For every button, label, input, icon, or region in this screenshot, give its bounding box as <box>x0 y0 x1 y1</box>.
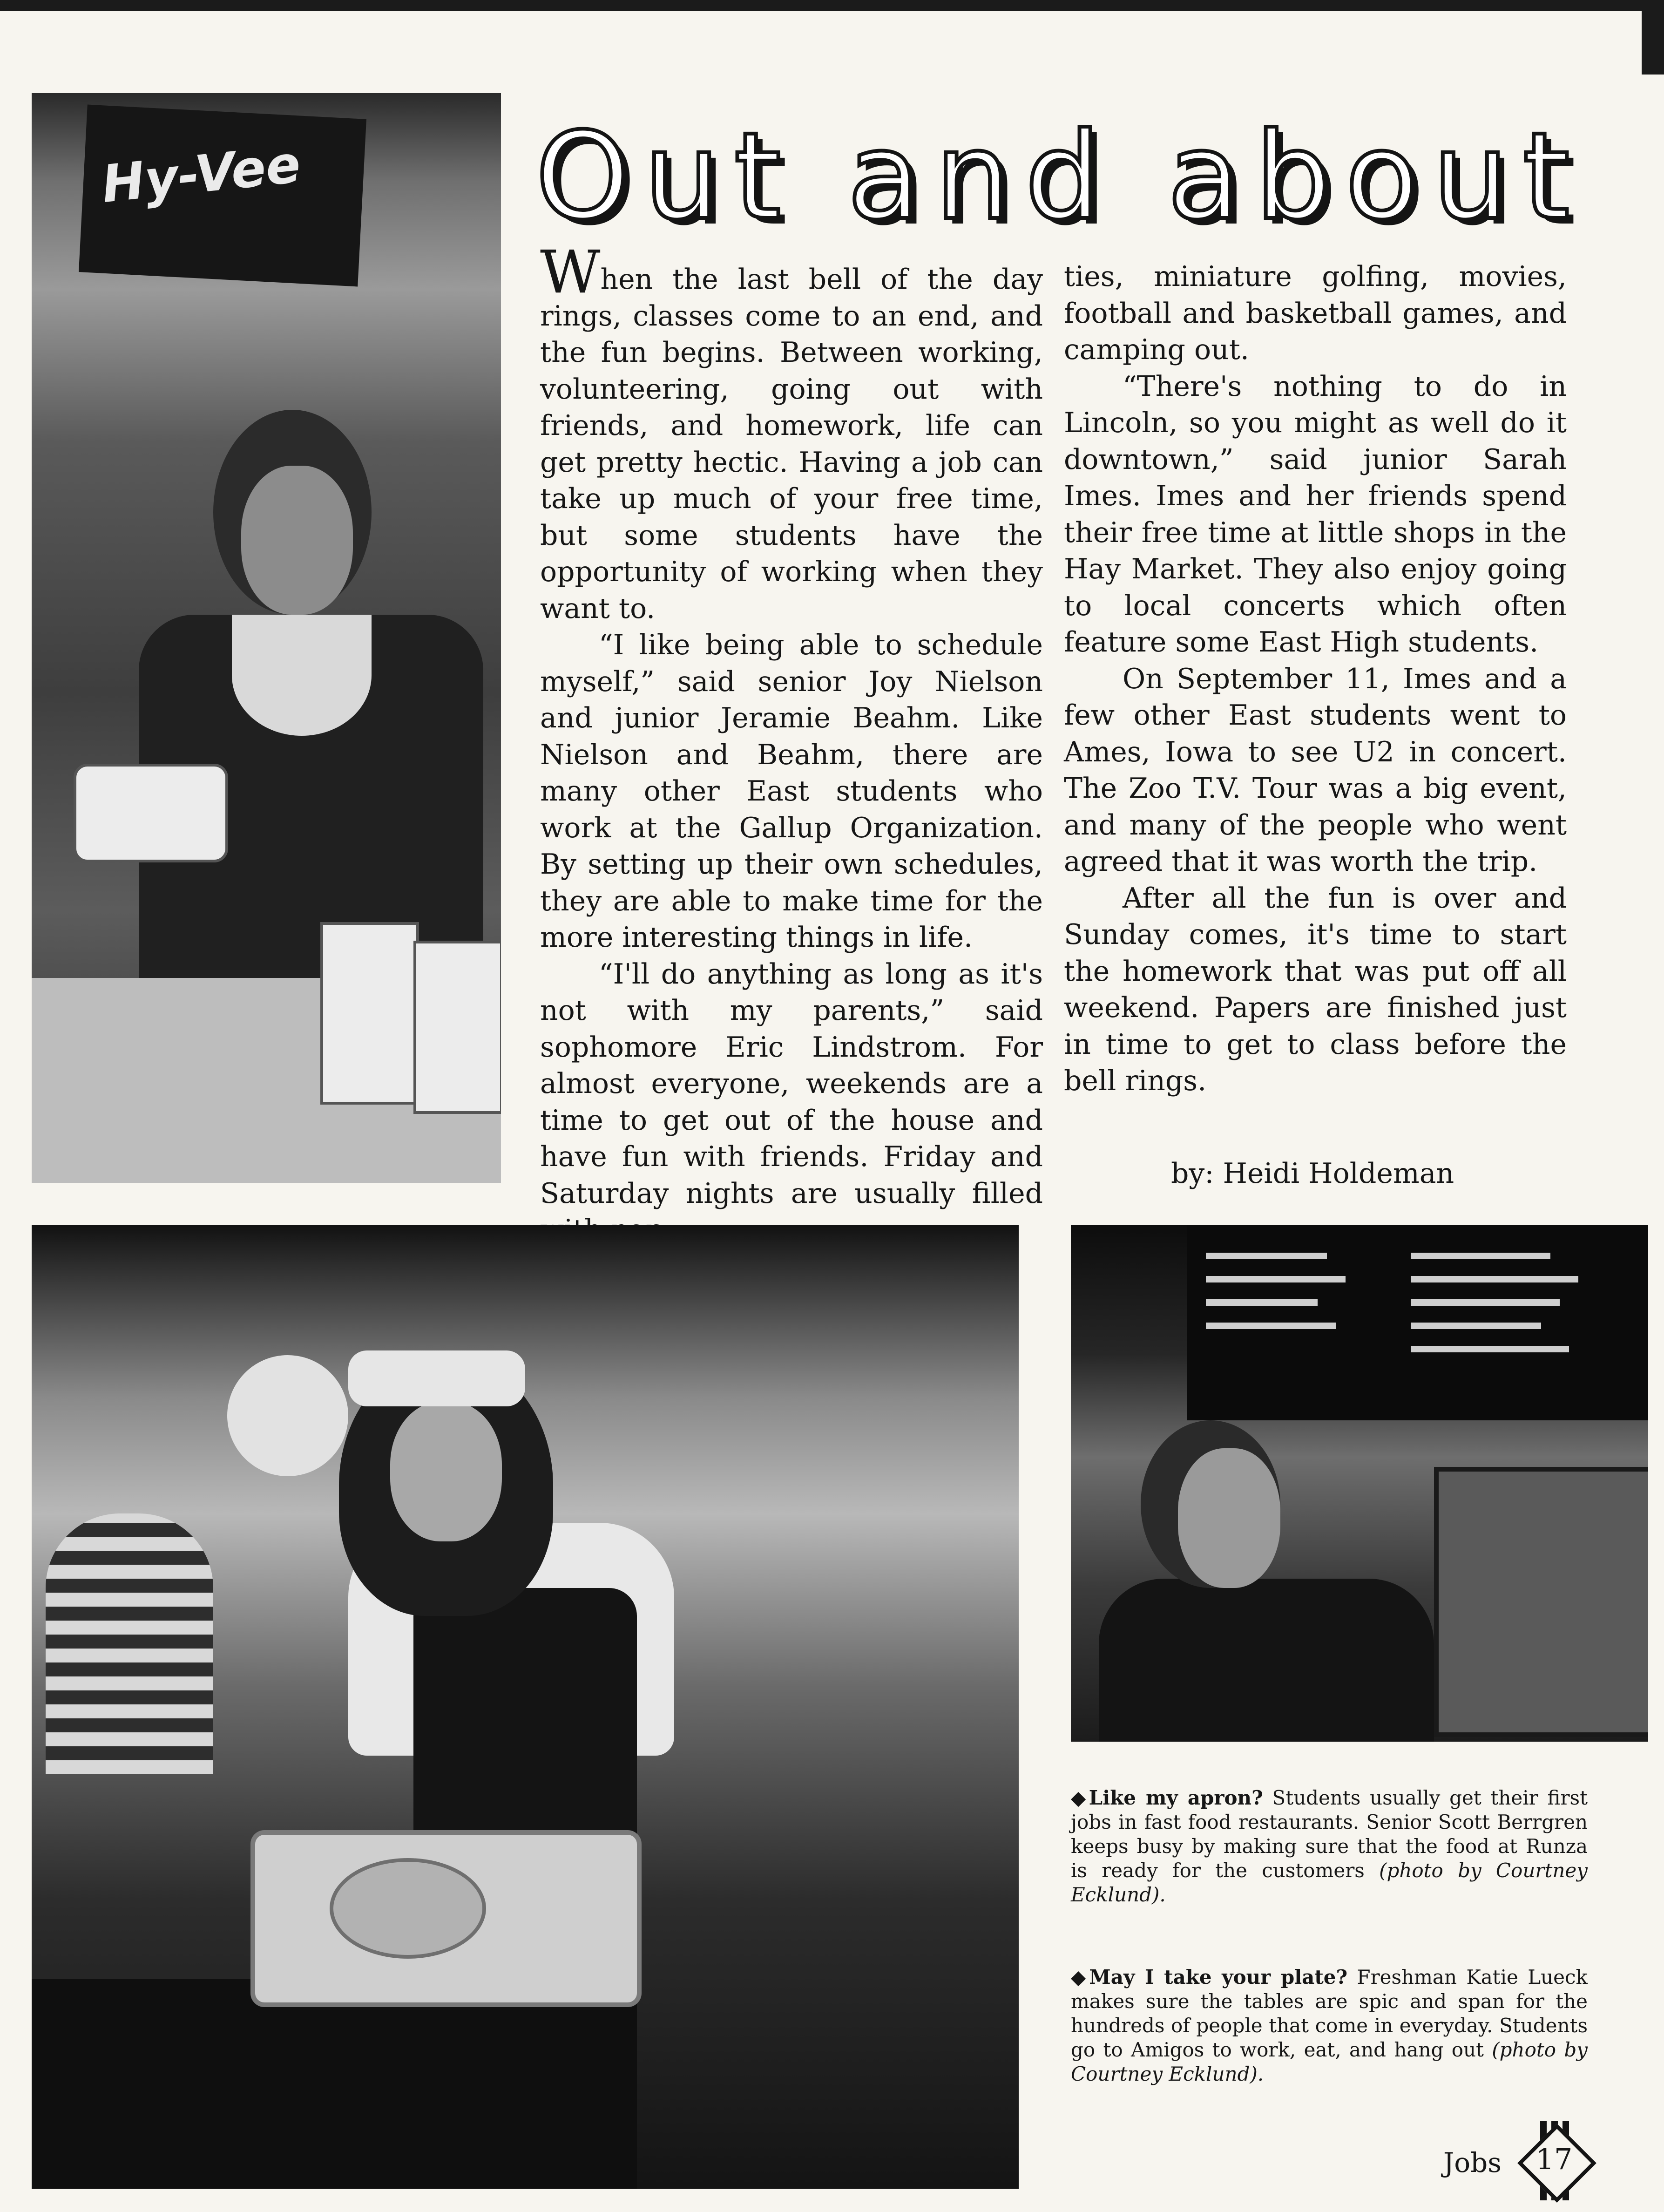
article-column-left <box>540 238 1043 1248</box>
pizza-plate <box>330 1858 486 1959</box>
photo-runza <box>1071 1225 1648 1742</box>
menu-line <box>1206 1253 1327 1259</box>
cashier-shirt <box>232 615 372 736</box>
article-paragraph: “I like being able to schedule myself,” said senior Joy Nielson and junior Jeramie Beahm. Like Nielson and Beahm, there are many other East students who work at the Gallup Organization. By setting up their own schedules, they are able to make time for the more interesting things in life. <box>540 629 1043 954</box>
photo-credit: (photo by Courtney Ecklund). <box>1071 1859 1588 1906</box>
caption-text: Students usually get their first jobs in fast food restaurants. Senior Scott Berrgren keeps busy by making sure that the food at Runza is ready for the customers <box>1071 1786 1588 1882</box>
menu-line <box>1411 1276 1578 1282</box>
caption-lead: ◆Like my apron? <box>1071 1786 1263 1809</box>
menu-board <box>1187 1225 1648 1420</box>
menu-line <box>1206 1299 1318 1306</box>
photo-waitress <box>32 1225 1019 2189</box>
article-paragraph: ties, miniature golfing, movies, football and basketball games, and camping out. <box>1064 260 1567 366</box>
wall-lamp <box>227 1355 348 1476</box>
article-column-right <box>1064 258 1567 1099</box>
headline: Out and about <box>535 107 1584 246</box>
article-paragraph: On September 11, Imes and a few other East students went to Ames, Iowa to see U2 in concert. The Zoo T.V. Tour was a big event, and many of the people who went agreed that it was worth the trip. <box>1064 662 1567 878</box>
menu-line <box>1206 1276 1346 1282</box>
article-paragraph: After all the fun is over and Sunday comes, it's time to start the homework that was put off all weekend. Papers are finished just in time to get to class before the bell rings. <box>1064 882 1567 1097</box>
page-number-badge <box>1522 2121 1587 2200</box>
article-paragraph: “I'll do anything as long as it's not with my parents,” said sophomore Eric Lindstrom. For almost everyone, weekends are a time to get out of the house and have fun with friends. Friday and Saturday nights are usually filled <box>540 957 1043 1210</box>
section-label: Jobs <box>1443 2147 1502 2178</box>
drop-cap: W <box>540 238 601 306</box>
photo-credit: (photo by Courtney Ecklund). <box>1071 2038 1588 2085</box>
byline: by: Heidi Holdeman <box>1171 1157 1454 1190</box>
waitress-visor <box>348 1350 525 1406</box>
caption-text: Freshman Katie Lueck makes sure the tables are spic and span for the hundreds of people that come in everyday. Students go to Amigos to work, eat, and hang out <box>1071 1966 1588 2061</box>
article-paragraph: When the last bell of the day rings, classes come to an end, and the fun begins. Between working, volunteering, going out with friends, and homework, life can get pretty hectic. Having a job can take up much of your free time, but some students have the opportunity of working when they want to. <box>540 238 1043 625</box>
page-number: 17 <box>1535 2142 1573 2176</box>
photo-cashier <box>32 93 501 1183</box>
food-display-case <box>1434 1467 1648 1737</box>
worker-body <box>1099 1579 1434 1742</box>
menu-line <box>1411 1323 1541 1329</box>
milk-carton <box>413 941 501 1114</box>
scale-machine <box>74 764 228 862</box>
store-sign-text: Hy-Vee <box>99 134 304 215</box>
page-edge <box>1642 0 1664 75</box>
seated-patron <box>46 1513 213 1774</box>
top-border <box>0 0 1664 11</box>
cashier-face <box>241 466 353 615</box>
menu-line <box>1411 1299 1560 1306</box>
photo-caption <box>1071 1965 1588 2086</box>
menu-line <box>1411 1253 1550 1259</box>
waitress-face <box>390 1402 502 1541</box>
restaurant-table <box>32 1979 637 2189</box>
milk-carton <box>320 922 419 1105</box>
menu-line <box>1411 1346 1569 1352</box>
photo-caption <box>1071 1786 1588 1907</box>
worker-face <box>1178 1448 1280 1588</box>
caption-lead: ◆May I take your plate? <box>1071 1966 1348 1988</box>
article-paragraph: “There's nothing to do in Lincoln, so you might as well do it downtown,” said junior Sarah Imes. Imes and her friends spend their free time at little shops in the Hay Market. They also enjoy going to local concerts which often feature some East High students. <box>1064 370 1567 658</box>
menu-line <box>1206 1323 1336 1329</box>
